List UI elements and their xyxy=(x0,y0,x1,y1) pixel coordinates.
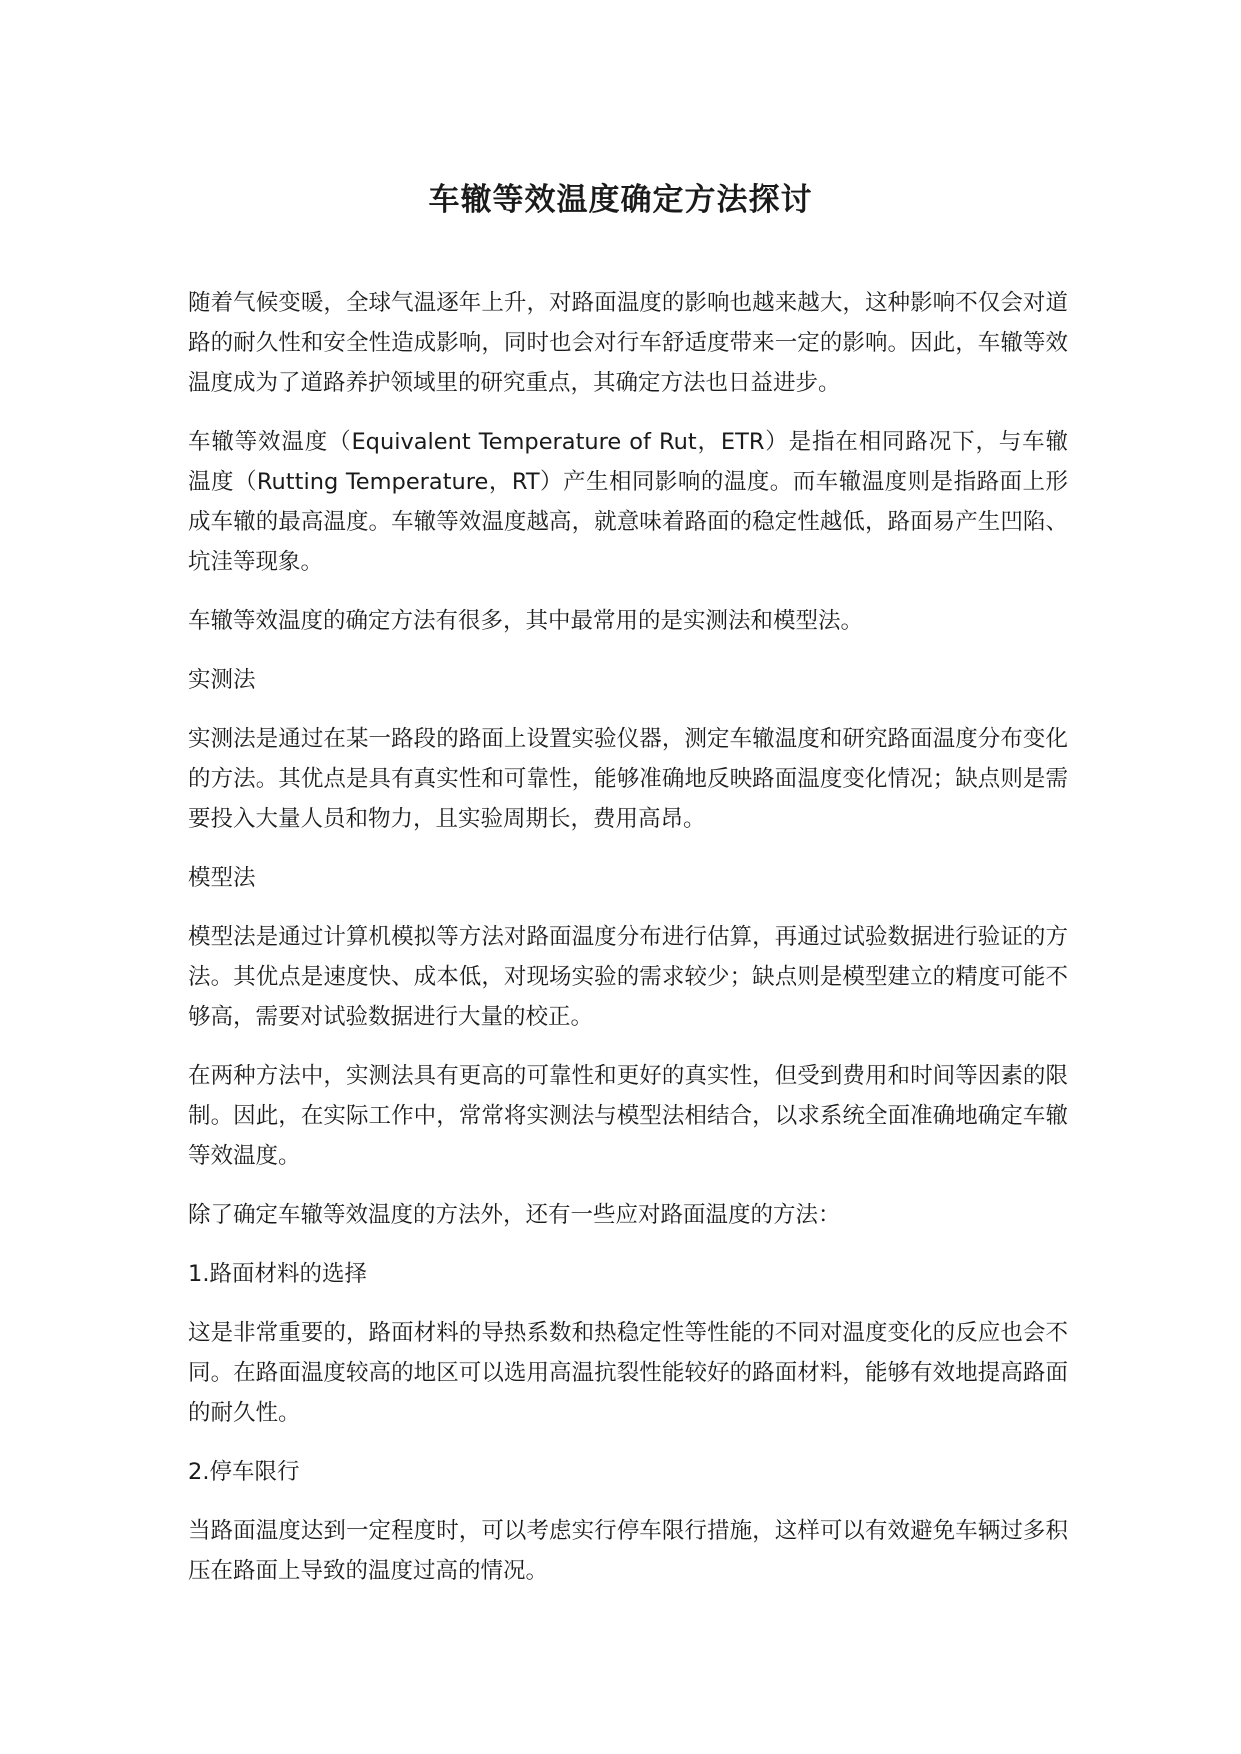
paragraph-model: 模型法是通过计算机模拟等方法对路面温度分布进行估算，再通过试验数据进行验证的方法。其优点是速度快、成本低，对现场实验的需求较少；缺点则是模型建立的精度可能不够高，需要对试验数据进行大量的校正。 xyxy=(188,924,1068,1030)
paragraph-definition: 车辙等效温度（Equivalent Temperature of Rut，ETR）是指在相同路况下，与车辙温度（Rutting Temperature，RT）产生相同影响的温度。而车辙温度则是指路面上形成车辙的最高温度。车辙等效温度越高，就意味着路面的稳定性越低，路面易产生凹陷、坑洼等现象。 xyxy=(188,429,1068,575)
paragraph-comparison: 在两种方法中，实测法具有更高的可靠性和更好的真实性，但受到费用和时间等因素的限制。因此，在实际工作中，常常将实测法与模型法相结合，以求系统全面准确地确定车辙等效温度。 xyxy=(188,1063,1068,1169)
paragraph-other-methods: 除了确定车辙等效温度的方法外，还有一些应对路面温度的方法： xyxy=(188,1202,841,1228)
section-heading-parking: 2.停车限行 xyxy=(188,1459,300,1485)
section-heading-material: 1.路面材料的选择 xyxy=(188,1261,367,1287)
section-heading-measurement: 实测法 xyxy=(188,667,256,693)
document-title: 车辙等效温度确定方法探讨 xyxy=(428,182,813,218)
paragraph-material: 这是非常重要的，路面材料的导热系数和热稳定性等性能的不同对温度变化的反应也会不同。在路面温度较高的地区可以选用高温抗裂性能较好的路面材料，能够有效地提高路面的耐久性。 xyxy=(188,1320,1068,1426)
paragraph-measurement: 实测法是通过在某一路段的路面上设置实验仪器，测定车辙温度和研究路面温度分布变化的方法。其优点是具有真实性和可靠性，能够准确地反映路面温度变化情况；缺点则是需要投入大量人员和物力，且实验周期长，费用高昂。 xyxy=(188,726,1068,832)
paragraph-methods-overview: 车辙等效温度的确定方法有很多，其中最常用的是实测法和模型法。 xyxy=(188,608,864,634)
document-body xyxy=(188,283,1068,1610)
section-heading-model: 模型法 xyxy=(188,865,256,891)
paragraph-intro: 随着气候变暖，全球气温逐年上升，对路面温度的影响也越来越大，这种影响不仅会对道路的耐久性和安全性造成影响，同时也会对行车舒适度带来一定的影响。因此，车辙等效温度成为了道路养护领域里的研究重点，其确定方法也日益进步。 xyxy=(188,290,1068,396)
paragraph-parking: 当路面温度达到一定程度时，可以考虑实行停车限行措施，这样可以有效避免车辆过多积压在路面上导致的温度过高的情况。 xyxy=(188,1518,1068,1584)
